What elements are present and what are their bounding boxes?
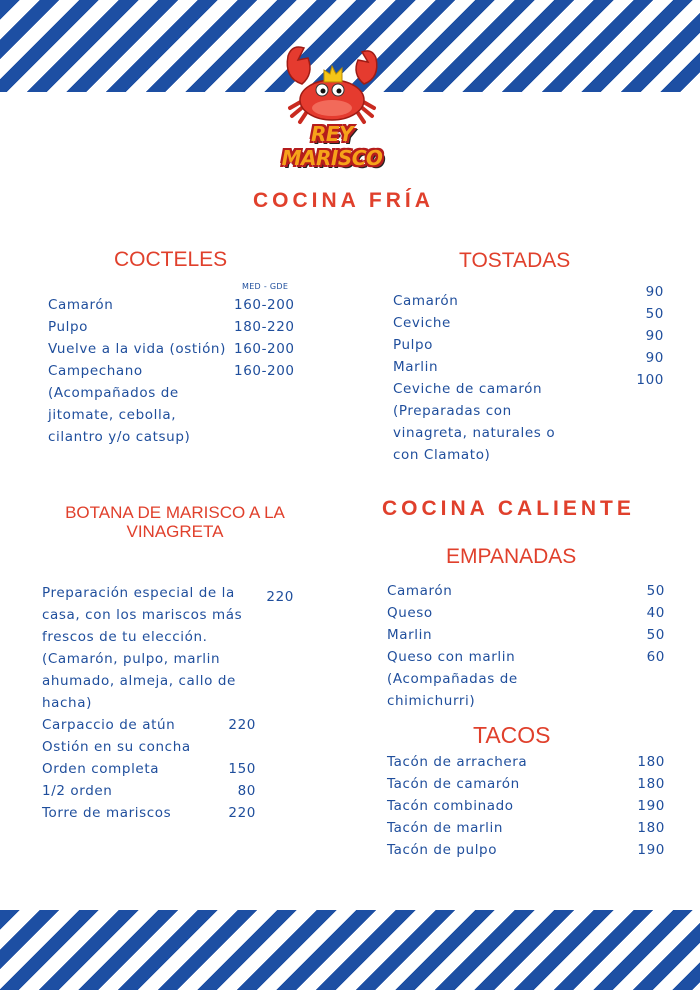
- price: 90: [645, 284, 664, 300]
- botana-description-price: 220: [266, 589, 294, 605]
- description-line: casa, con los mariscos más: [42, 607, 243, 623]
- list-item: Marlin: [393, 359, 439, 375]
- price: 180-220: [234, 319, 295, 335]
- list-item: Vuelve a la vida (ostión): [48, 341, 226, 357]
- description-line: Preparación especial de la: [42, 585, 235, 601]
- empanadas-heading: EMPANADAS: [446, 545, 577, 568]
- price: 180: [637, 754, 665, 770]
- price: 50: [646, 627, 665, 643]
- list-item: Camarón: [393, 293, 459, 309]
- price: 180: [637, 776, 665, 792]
- list-item: Camarón: [387, 583, 453, 599]
- list-item: Queso: [387, 605, 433, 621]
- price: 50: [645, 306, 664, 322]
- list-item: 1/2 orden: [42, 783, 113, 799]
- price: 80: [237, 783, 256, 799]
- list-item: Queso con marlin: [387, 649, 516, 665]
- list-item: Camarón: [48, 297, 114, 313]
- price: 90: [645, 350, 664, 366]
- note-line: chimichurri): [387, 693, 476, 709]
- note-line: cilantro y/o catsup): [48, 429, 191, 445]
- list-item: Tacón de pulpo: [387, 842, 498, 858]
- price: 100: [636, 372, 664, 388]
- size-legend: MED - GDE: [242, 282, 289, 291]
- price: 160-200: [234, 341, 295, 357]
- list-item: Tacón de marlin: [387, 820, 504, 836]
- tostadas-prices: [594, 281, 664, 391]
- list-item: Tacón de camarón: [387, 776, 520, 792]
- botana-heading-line: BOTANA DE MARISCO A LA: [65, 503, 285, 522]
- list-item: Marlin: [387, 627, 433, 643]
- price: 220: [228, 717, 256, 733]
- tacos-prices: [595, 751, 665, 861]
- note-line: (Preparadas con: [393, 403, 512, 419]
- list-item: Campechano: [48, 363, 143, 379]
- note-line: vinagreta, naturales o: [393, 425, 556, 441]
- price: 190: [637, 842, 665, 858]
- description-line: frescos de tu elección.: [42, 629, 208, 645]
- botana-heading-line: VINAGRETA: [126, 522, 224, 541]
- cocteles-list: [48, 294, 226, 448]
- botana-prices: [186, 714, 256, 824]
- price: 190: [637, 798, 665, 814]
- empanadas-list: [387, 580, 518, 712]
- note-line: (Acompañadas de: [387, 671, 518, 687]
- list-item: Ostión en su concha: [42, 739, 191, 755]
- price: 90: [645, 328, 664, 344]
- list-item: Tacón combinado: [387, 798, 514, 814]
- tostadas-heading: TOSTADAS: [459, 249, 571, 272]
- price: 160-200: [234, 363, 295, 379]
- price: 160-200: [234, 297, 295, 313]
- cocteles-heading: COCTELES: [114, 248, 228, 271]
- price: [186, 736, 256, 758]
- list-item: Carpaccio de atún: [42, 717, 176, 733]
- list-item: Pulpo: [48, 319, 89, 335]
- list-item: Ceviche: [393, 315, 451, 331]
- empanadas-prices: [595, 580, 665, 668]
- list-item: Pulpo: [393, 337, 434, 353]
- logo-wordmark: REY MARISCO: [281, 122, 383, 170]
- crab-icon: [262, 38, 402, 128]
- tostadas-list: [393, 290, 555, 466]
- list-item: Tacón de arrachera: [387, 754, 528, 770]
- bottom-stripe-band: [0, 910, 700, 990]
- list-item: Orden completa: [42, 761, 160, 777]
- price: 60: [646, 649, 665, 665]
- note-line: (Acompañados de: [48, 385, 179, 401]
- description-line: hacha): [42, 695, 92, 711]
- price: 150: [228, 761, 256, 777]
- botana-heading: [40, 503, 310, 541]
- price: 50: [646, 583, 665, 599]
- tacos-heading: TACOS: [473, 722, 551, 748]
- price: 40: [646, 605, 665, 621]
- note-line: jitomate, cebolla,: [48, 407, 177, 423]
- description-line: (Camarón, pulpo, marlin: [42, 651, 221, 667]
- cocina-fria-heading: COCINA FRÍA: [253, 189, 434, 212]
- price: 220: [228, 805, 256, 821]
- list-item: Torre de mariscos: [42, 805, 172, 821]
- price: 180: [637, 820, 665, 836]
- tacos-list: [387, 751, 527, 861]
- rey-marisco-logo: [262, 38, 402, 170]
- cocteles-prices: [234, 294, 295, 382]
- note-line: con Clamato): [393, 447, 491, 463]
- cocina-caliente-heading: COCINA CALIENTE: [382, 497, 635, 520]
- list-item: Ceviche de camarón: [393, 381, 543, 397]
- description-line: ahumado, almeja, callo de: [42, 673, 236, 689]
